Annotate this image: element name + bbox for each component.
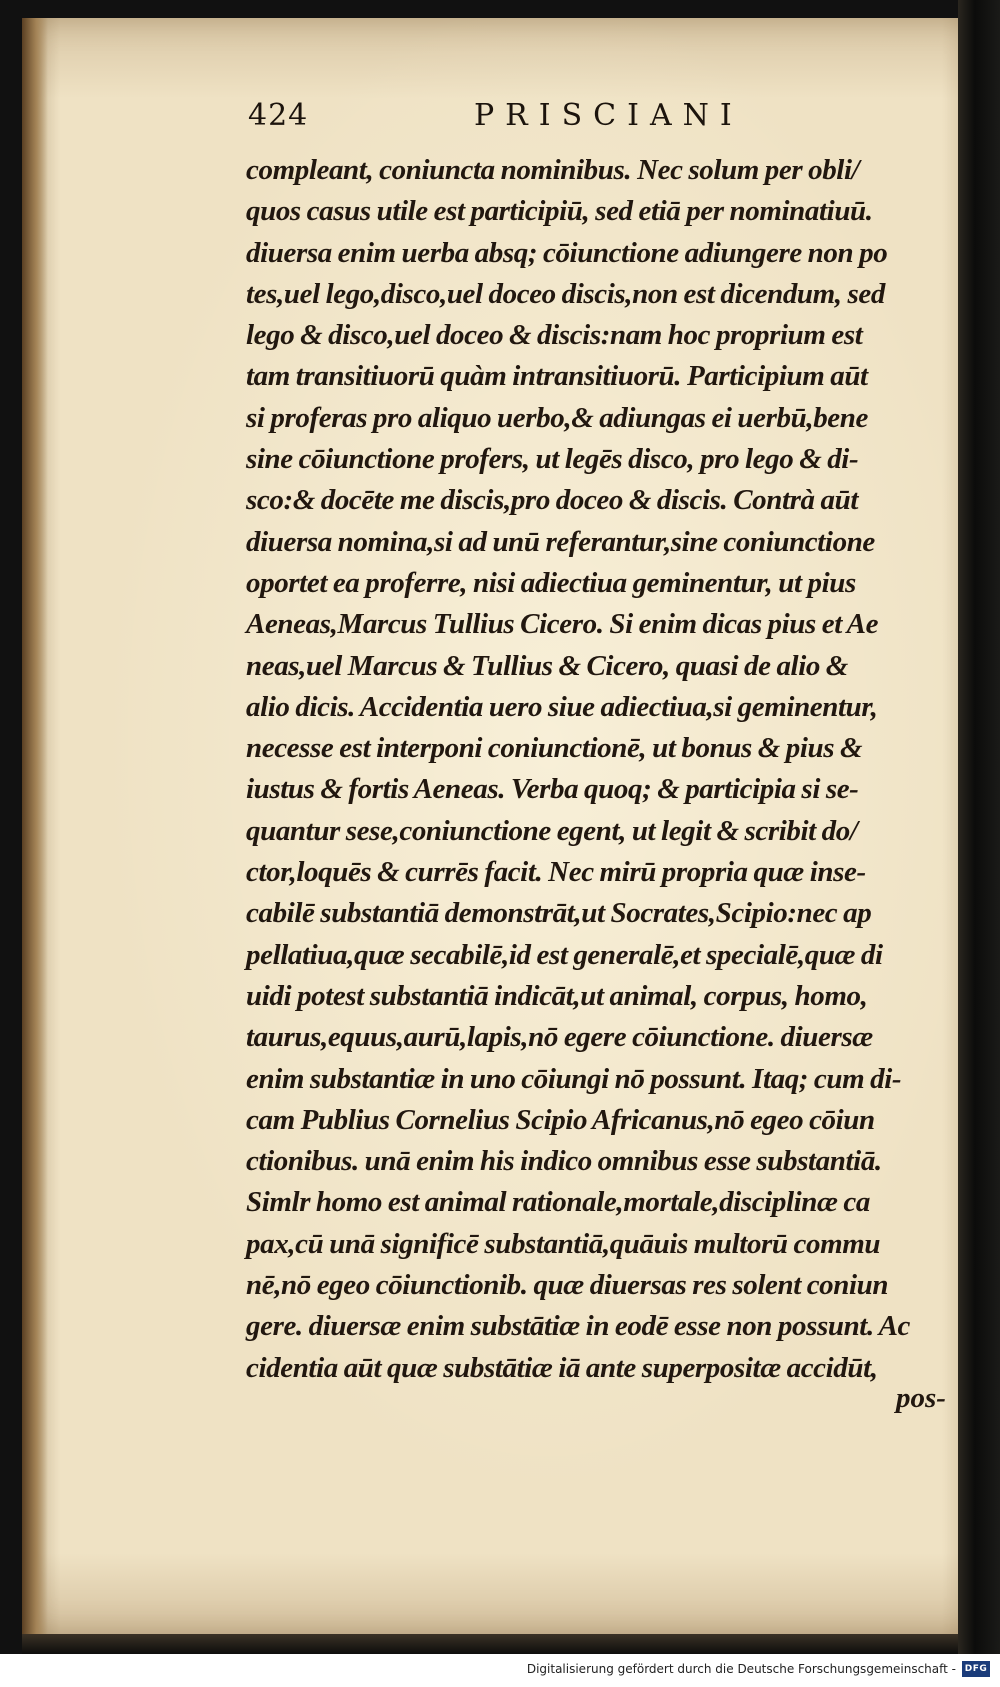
text-line: necesse est interponi coniunctionē, ut bonus & pius & — [246, 732, 863, 765]
text-line: cam Publius Cornelius Scipio Africanus,nō egeo cōiun — [246, 1103, 875, 1136]
text-line: nē,nō egeo cōiunctionib. quæ diuersas res solent coniun — [246, 1269, 889, 1302]
digitization-footer — [0, 1654, 1000, 1687]
text-line: pax,cū unā significē substantiā,quāuis multorū commu — [246, 1227, 881, 1260]
running-title: PRISCIANI — [474, 98, 743, 133]
body-text — [246, 150, 966, 1389]
text-line: enim substantiæ in uno cōiungi nō possunt. Itaq; cum di- — [246, 1062, 902, 1095]
text-line: uidi potest substantiā indicāt,ut animal, corpus, homo, — [246, 979, 868, 1012]
catchword: pos- — [896, 1382, 946, 1414]
page-number: 424 — [248, 98, 309, 133]
dfg-logo-icon: DFG — [962, 1661, 990, 1677]
text-line: Aeneas,Marcus Tullius Cicero. Si enim dicas pius et Ae — [246, 608, 879, 641]
text-line: ctionibus. unā enim his indico omnibus esse substantiā. — [246, 1145, 882, 1178]
text-line: sine cōiunctione profers, ut legēs disco, pro lego & di- — [246, 443, 859, 476]
text-line: pellatiua,quæ secabilē,id est generalē,et specialē,quæ di — [246, 938, 883, 971]
text-line: taurus,equus,aurū,lapis,nō egere cōiunctione. diuersæ — [246, 1021, 873, 1054]
text-line: compleant, coniuncta nominibus. Nec solum per obli/ — [246, 154, 860, 186]
text-line: Simlr homo est animal rationale,mortale,disciplinæ ca — [246, 1186, 870, 1219]
page-gutter-shadow — [22, 18, 48, 1634]
text-line: sco:& docēte me discis,pro doceo & discis. Contrà aūt — [246, 484, 858, 517]
text-line: oportet ea proferre, nisi adiectiua geminentur, ut pius — [246, 566, 856, 599]
text-line: tes,uel lego,disco,uel doceo discis,non est dicendum, sed — [246, 277, 885, 310]
text-line: si proferas pro aliquo uerbo,& adiungas ei uerbū,bene — [246, 401, 868, 434]
text-line: alio dicis. Accidentia uero siue adiectiua,si geminentur, — [246, 690, 878, 723]
text-line: diuersa enim uerba absq; cōiunctione adiungere non po — [246, 236, 888, 269]
text-line: diuersa nomina,si ad unū referantur,sine coniunctione — [246, 525, 875, 558]
text-line: quos casus utile est participiū, sed etiā per nominatiuū. — [246, 195, 873, 228]
page-edge-bottom — [22, 1634, 958, 1654]
text-line: ctor,loquēs & currēs facit. Nec mirū propria quæ inse- — [246, 856, 866, 889]
text-line: cabilē substantiā demonstrāt,ut Socrates,Scipio:nec ap — [246, 897, 872, 930]
text-line: quantur sese,coniunctione egent, ut legit & scribit do/ — [246, 814, 858, 847]
running-head — [248, 98, 788, 142]
text-line: neas,uel Marcus & Tullius & Cicero, quasi de alio & — [246, 649, 848, 682]
text-line: gere. diuersæ enim substātiæ in eodē esse non possunt. Ac — [246, 1310, 911, 1343]
text-line: cidentia aūt quæ substātiæ iā ante superpositæ accidūt, — [246, 1351, 878, 1384]
text-line: lego & disco,uel doceo & discis:nam hoc proprium est — [246, 319, 863, 352]
text-line: iustus & fortis Aeneas. Verba quoq; & participia si se- — [246, 773, 859, 806]
funding-credit: Digitalisierung gefördert durch die Deutsche Forschungsgemeinschaft - — [526, 1662, 956, 1676]
text-line: tam transitiuorū quàm intransitiuorū. Participium aūt — [246, 360, 868, 393]
